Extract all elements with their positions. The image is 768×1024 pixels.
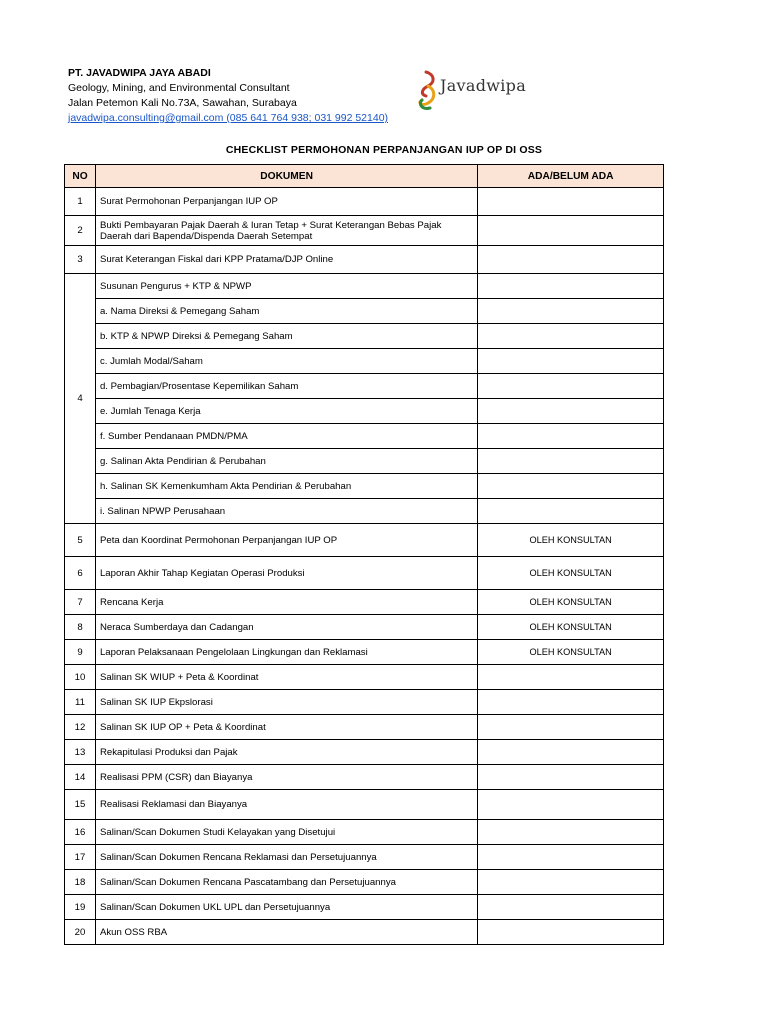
table-row — [65, 499, 664, 524]
table-row — [65, 690, 664, 715]
status-cell[interactable] — [478, 349, 664, 374]
document-name: Salinan/Scan Dokumen Rencana Pascatambang dan Persetujuannya — [95, 870, 477, 895]
table-row — [65, 640, 664, 665]
status-cell[interactable] — [478, 449, 664, 474]
row-number: 16 — [65, 820, 96, 845]
status-cell[interactable] — [478, 845, 664, 870]
status-cell[interactable] — [478, 920, 664, 945]
table-row — [65, 424, 664, 449]
table-row — [65, 715, 664, 740]
row-number: 6 — [65, 557, 96, 590]
company-header — [68, 66, 388, 126]
row-number: 14 — [65, 765, 96, 790]
row-number: 13 — [65, 740, 96, 765]
document-name: c. Jumlah Modal/Saham — [95, 349, 477, 374]
row-number: 20 — [65, 920, 96, 945]
table-row — [65, 449, 664, 474]
status-cell[interactable] — [478, 474, 664, 499]
document-name: Surat Keterangan Fiskal dari KPP Pratama/DJP Online — [95, 246, 477, 274]
document-name: Salinan/Scan Dokumen UKL UPL dan Persetujuannya — [95, 895, 477, 920]
document-name: Salinan/Scan Dokumen Studi Kelayakan yang Disetujui — [95, 820, 477, 845]
row-number: 19 — [65, 895, 96, 920]
row-number: 10 — [65, 665, 96, 690]
document-name: i. Salinan NPWP Perusahaan — [95, 499, 477, 524]
document-name: a. Nama Direksi & Pemegang Saham — [95, 299, 477, 324]
status-cell[interactable] — [478, 665, 664, 690]
checklist-table — [64, 164, 664, 945]
status-cell[interactable] — [478, 299, 664, 324]
document-name: d. Pembagian/Prosentase Kepemilikan Saham — [95, 374, 477, 399]
row-number: 12 — [65, 715, 96, 740]
document-name: Rencana Kerja — [95, 590, 477, 615]
column-header-status: ADA/BELUM ADA — [478, 165, 664, 188]
row-number: 1 — [65, 188, 96, 216]
table-row — [65, 524, 664, 557]
row-number: 5 — [65, 524, 96, 557]
table-header-row — [65, 165, 664, 188]
table-row — [65, 820, 664, 845]
column-header-dokumen: DOKUMEN — [95, 165, 477, 188]
status-cell[interactable] — [478, 820, 664, 845]
status-cell[interactable] — [478, 765, 664, 790]
document-name: Realisasi Reklamasi dan Biayanya — [95, 790, 477, 820]
document-name: h. Salinan SK Kemenkumham Akta Pendirian & Perubahan — [95, 474, 477, 499]
document-name: f. Sumber Pendanaan PMDN/PMA — [95, 424, 477, 449]
row-number: 2 — [65, 216, 96, 246]
status-cell[interactable]: OLEH KONSULTAN — [478, 615, 664, 640]
table-row — [65, 557, 664, 590]
status-cell[interactable] — [478, 895, 664, 920]
document-name: Peta dan Koordinat Permohonan Perpanjangan IUP OP — [95, 524, 477, 557]
table-row — [65, 895, 664, 920]
company-address: Jalan Petemon Kali No.73A, Sawahan, Surabaya — [68, 97, 297, 109]
document-name: Akun OSS RBA — [95, 920, 477, 945]
status-cell[interactable] — [478, 324, 664, 349]
row-number: 9 — [65, 640, 96, 665]
status-cell[interactable] — [478, 216, 664, 246]
row-number: 3 — [65, 246, 96, 274]
table-row — [65, 870, 664, 895]
table-row — [65, 665, 664, 690]
status-cell[interactable] — [478, 790, 664, 820]
document-name: b. KTP & NPWP Direksi & Pemegang Saham — [95, 324, 477, 349]
document-name: e. Jumlah Tenaga Kerja — [95, 399, 477, 424]
row-number: 17 — [65, 845, 96, 870]
table-row — [65, 374, 664, 399]
status-cell[interactable]: OLEH KONSULTAN — [478, 524, 664, 557]
row-number: 11 — [65, 690, 96, 715]
table-row — [65, 274, 664, 299]
document-name: g. Salinan Akta Pendirian & Perubahan — [95, 449, 477, 474]
document-name: Laporan Akhir Tahap Kegiatan Operasi Produksi — [95, 557, 477, 590]
document-name: Salinan/Scan Dokumen Rencana Reklamasi dan Persetujuannya — [95, 845, 477, 870]
status-cell[interactable] — [478, 740, 664, 765]
status-cell[interactable] — [478, 374, 664, 399]
column-header-no: NO — [65, 165, 96, 188]
table-row — [65, 615, 664, 640]
status-cell[interactable] — [478, 188, 664, 216]
table-row — [65, 790, 664, 820]
document-name: Salinan SK IUP OP + Peta & Koordinat — [95, 715, 477, 740]
document-name: Salinan SK IUP Ekpslorasi — [95, 690, 477, 715]
status-cell[interactable] — [478, 690, 664, 715]
logo-wordmark: Javadwipa — [440, 76, 527, 95]
table-row — [65, 324, 664, 349]
status-cell[interactable] — [478, 246, 664, 274]
table-row — [65, 845, 664, 870]
document-name: Neraca Sumberdaya dan Cadangan — [95, 615, 477, 640]
contact-link[interactable]: javadwipa.consulting@gmail.com (085 641 764 938; 031 992 52140) — [68, 112, 389, 124]
row-number: 8 — [65, 615, 96, 640]
table-row — [65, 246, 664, 274]
table-row — [65, 188, 664, 216]
document-name: Bukti Pembayaran Pajak Daerah & Iuran Tetap + Surat Keterangan Bebas Pajak Daerah dari Bapenda/Dispenda Daerah Setempat — [95, 216, 477, 246]
status-cell[interactable] — [478, 499, 664, 524]
table-row — [65, 474, 664, 499]
status-cell[interactable] — [478, 399, 664, 424]
table-row — [65, 765, 664, 790]
status-cell[interactable]: OLEH KONSULTAN — [478, 557, 664, 590]
status-cell[interactable] — [478, 715, 664, 740]
table-row — [65, 740, 664, 765]
status-cell[interactable] — [478, 870, 664, 895]
table-row — [65, 590, 664, 615]
company-name: PT. JAVADWIPA JAYA ABADI — [68, 67, 211, 79]
page-title: CHECKLIST PERMOHONAN PERPANJANGAN IUP OP DI OSS — [225, 144, 543, 156]
status-cell[interactable]: OLEH KONSULTAN — [478, 640, 664, 665]
row-number: 18 — [65, 870, 96, 895]
row-number: 7 — [65, 590, 96, 615]
document-name: Salinan SK WIUP + Peta & Koordinat — [95, 665, 477, 690]
table-row — [65, 920, 664, 945]
document-name: Laporan Pelaksanaan Pengelolaan Lingkungan dan Reklamasi — [95, 640, 477, 665]
status-cell[interactable] — [478, 274, 664, 299]
document-name: Surat Permohonan Perpanjangan IUP OP — [95, 188, 477, 216]
table-row — [65, 349, 664, 374]
company-tagline: Geology, Mining, and Environmental Consultant — [68, 82, 290, 94]
javadwipa-logo — [414, 70, 554, 112]
table-row — [65, 216, 664, 246]
status-cell[interactable] — [478, 424, 664, 449]
table-row — [65, 299, 664, 324]
table-row — [65, 399, 664, 424]
status-cell[interactable]: OLEH KONSULTAN — [478, 590, 664, 615]
document-name: Realisasi PPM (CSR) dan Biayanya — [95, 765, 477, 790]
row-number: 4 — [65, 274, 96, 524]
document-name: Susunan Pengurus + KTP & NPWP — [95, 274, 477, 299]
document-name: Rekapitulasi Produksi dan Pajak — [95, 740, 477, 765]
row-number: 15 — [65, 790, 96, 820]
